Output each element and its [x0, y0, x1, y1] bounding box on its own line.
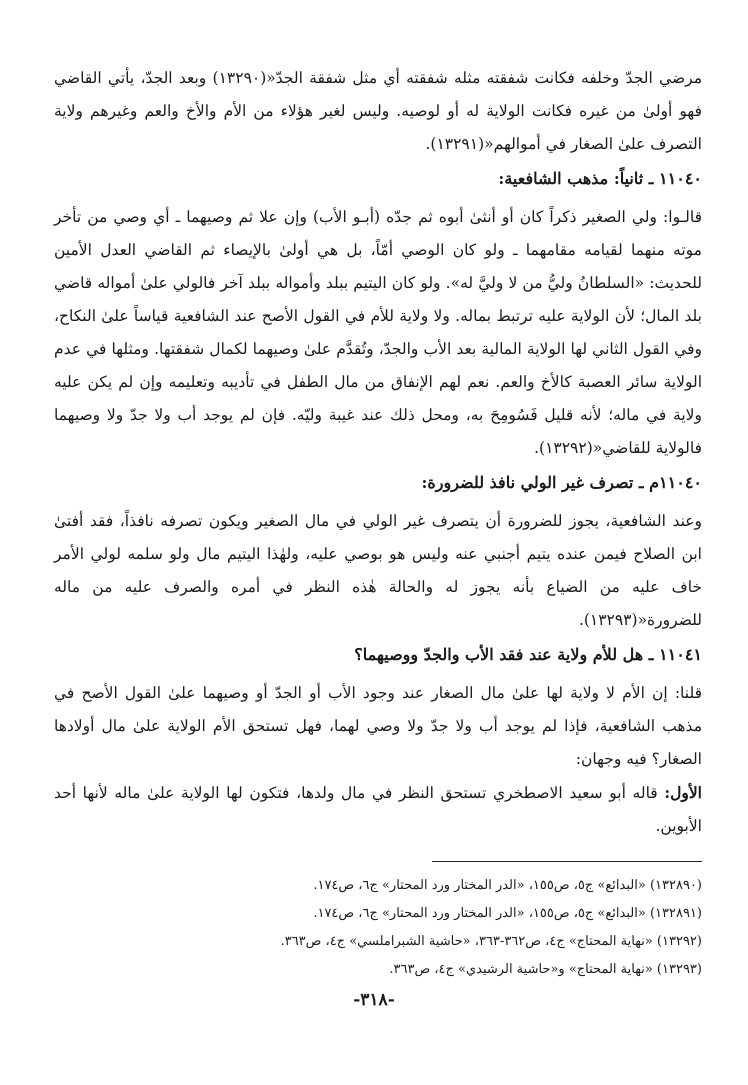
paragraph-necessity-disposal: وعند الشافعية، يجوز للضرورة أن يتصرف غير الولي في مال الصغير ويكون تصرفه نافذاً، فقد أفتىٰ ابن الصلاح فيمن عنده يتيم أجنبي عنه وليس هو بوصي عليه، ولهٰذا اليتيم مال ولو سلمه لولي الأمر خاف عليه من الضياع بأنه يجوز له والحالة هٰذه النظر في أمره والصرف عليه من ماله للضرورة«(١٣٢٩٣).	[54, 512, 702, 629]
paragraph-shafii-guardianship: قالـوا: ولي الصغير ذكراً كان أو أنثىٰ أبوه ثم جدّه (أبـو الأب) وإن علا ثم وصيهما ـ أي وصي من تأخر موته منهما لقيامه مقامهما ـ ولو كان الوصي أمّاً، بل هي أولىٰ بالإيصاء ثم القاضي العدل الأمين للحديث: «السلطانُ وليُّ من لا وليَّ له». ولو كان اليتيم ببلد وأمواله ببلد آخر فالولي علىٰ أمواله قاضي بلد المال؛ لأن الولاية عليه ترتبط بماله. ولا ولاية للأم في القول الأصح عند الشافعية قياساً علىٰ النكاح، وفي القول الثاني لها الولاية المالية بعد الأب والجدّ، وتُقدَّم علىٰ وصيهما لكمال شفقتها. ومثلها في عدم الولاية سائر العصبة كالأخ والعم. نعم لهم الإنفاق من مال الطفل في تأديبه وتعليمه وإن لم يكن عليه ولاية في ماله؛ لأنه قليل فَسُومِحَ به، ومحل ذلك عند غيبة وليّه. فإن لم يوجد أب ولا جدّ ولا وصيهما فالولاية للقاضي«(١٣٢٩٢).	[54, 208, 702, 457]
footnote: (١٣٢٩٢) «نهاية المحتاج» ج٤، ص٣٦٢-٣٦٣، «حاشية الشبراملسي» ج٤، ص٣٦٣.	[280, 934, 702, 949]
footnote: (١٣٢٨٩٠) «البدائع» ج٥، ص١٥٥، «الدر المختار ورد المحتار» ج٦، ص١٧٤.	[313, 878, 702, 893]
first-view-lead: الأول:	[664, 783, 702, 802]
section-heading-11041: ١١٠٤١ ـ هل للأم ولاية عند فقد الأب والجدّ ووصيهما؟	[354, 645, 702, 664]
paragraph-mother-guardianship: قلنا: إن الأم لا ولاية لها علىٰ مال الصغار عند وجود الأب أو الجدّ أو وصيهما علىٰ القول الأصح في مذهب الشافعية، فإذا لم يوجد أب ولا جدّ ولا وصي لهما، فهل تستحق الأم الولاية علىٰ مال أولادها الصغار؟ فيه وجهان:	[54, 684, 702, 768]
footnote: (١٣٢٨٩١) «البدائع» ج٥، ص١٥٥، «الدر المختار ورد المحتار» ج٦، ص١٧٤.	[313, 906, 702, 921]
paragraph-first-view	[54, 776, 702, 843]
footnotes	[54, 872, 702, 984]
page-number: -٣١٨-	[353, 990, 395, 1010]
footnote: (١٣٢٩٣) «نهاية المحتاج» و«حاشية الرشيدي» ج٤، ص٣٦٣.	[389, 962, 702, 977]
section-heading-11040m: ١١٠٤٠م ـ تصرف غير الولي نافذ للضرورة:	[421, 473, 702, 492]
paragraph-continuation: مرضي الجدّ وخلفه فكانت شفقته مثله شفقته أي مثل شفقة الجدّ«(١٣٢٩٠) وبعد الجدّ، يأتي القاضي فهو أولىٰ من غيره فكانت الولاية له أو لوصيه. وليس لغير هؤلاء من الأم والأخ والعم وغيرهم ولاية التصرف علىٰ الصغار في أموالهم«(١٣٢٩١).	[54, 69, 702, 153]
section-heading-11040: ١١٠٤٠ ـ ثانياً: مذهب الشافعية:	[498, 169, 702, 188]
footnote-divider	[432, 861, 702, 862]
first-view-text: قاله أبو سعيد الاصطخري تستحق النظر في مال ولدها، فتكون لها الولاية علىٰ ماله لأنها أحد الأبوين.	[54, 784, 702, 835]
